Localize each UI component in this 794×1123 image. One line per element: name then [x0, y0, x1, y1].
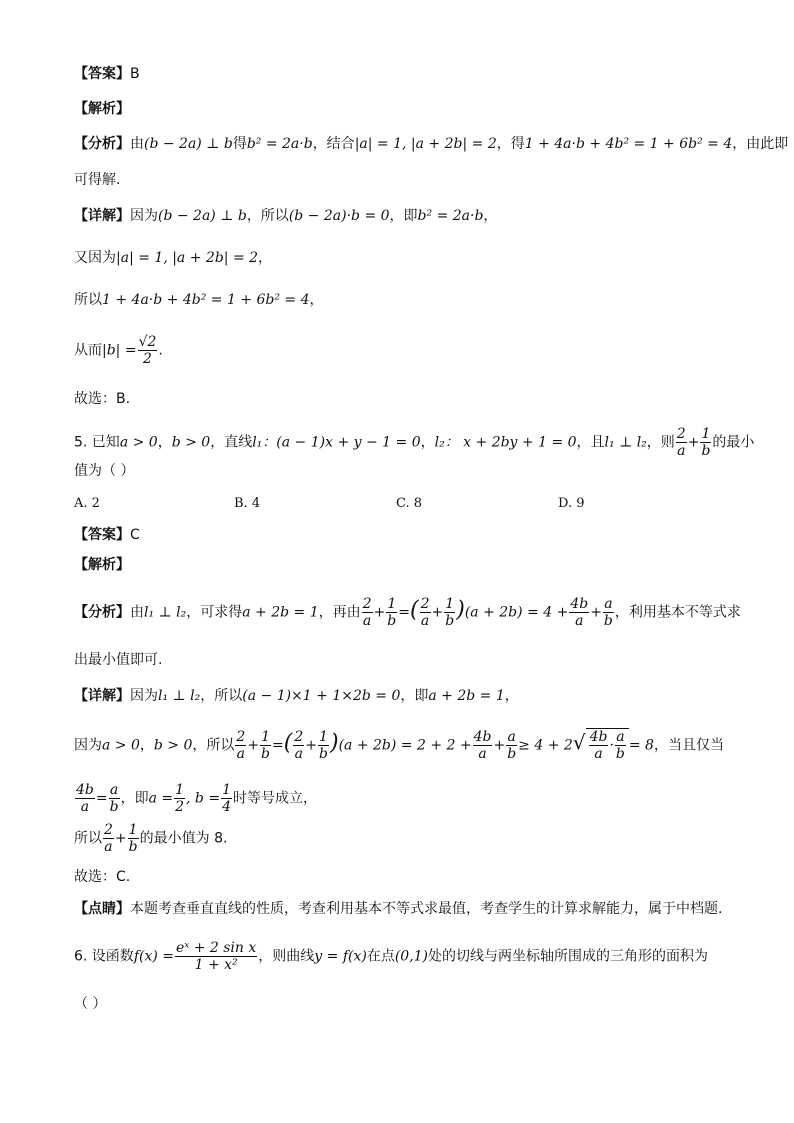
- denominator: a: [236, 746, 246, 763]
- math: |b| =: [102, 342, 137, 359]
- numerator: 4b: [473, 729, 492, 745]
- numerator: a: [109, 782, 119, 798]
- text: 在点: [366, 948, 395, 965]
- numerator: 1: [701, 426, 711, 442]
- q6-stem-line-2: （ ）: [74, 996, 107, 1012]
- numerator: 4b: [570, 596, 589, 612]
- math: a =: [148, 790, 174, 807]
- answer-line-q5: [74, 527, 140, 544]
- denominator: b: [507, 746, 517, 763]
- text: ，利用基本不等式求: [614, 604, 741, 621]
- math: , b =: [186, 790, 221, 807]
- numerator: 4b: [589, 729, 608, 745]
- paren: (: [283, 730, 293, 756]
- text: 又因为: [74, 250, 116, 266]
- answer-value: B: [130, 66, 140, 82]
- text: 因为: [74, 737, 102, 754]
- fraction: [473, 729, 493, 762]
- math: l₁ ⊥ l₂: [604, 434, 647, 451]
- answer-value: C: [130, 527, 140, 543]
- numerator: 4b: [76, 782, 94, 798]
- plus: +: [247, 737, 260, 754]
- denominator: a: [104, 839, 113, 856]
- denominator: 4: [222, 799, 231, 816]
- xiangjie-line-q4-4: [74, 334, 163, 367]
- math: (b − 2a) ⊥ b: [144, 136, 233, 152]
- math: 1 + 4a·b + 4b² = 1 + 6b² = 4: [524, 136, 733, 152]
- math: = 8: [628, 737, 654, 754]
- fraction: [235, 729, 246, 762]
- text: 处的切线与两坐标轴所围成的三角形的面积为: [428, 948, 709, 965]
- denominator: b: [128, 839, 138, 856]
- analysis-label-q5: 【解析】: [74, 557, 130, 573]
- math: a > 0: [119, 434, 158, 451]
- plus: +: [590, 604, 602, 621]
- denominator: 1 + x²: [175, 956, 257, 973]
- numerator: a: [604, 596, 613, 612]
- fenxi-label: 【分析】: [74, 604, 130, 621]
- fraction: [128, 822, 139, 855]
- text: 时等号成立，: [233, 790, 317, 807]
- fenxi-line-q5: [74, 596, 741, 629]
- equals: =: [398, 604, 410, 621]
- q5-stem-line-2: 值为（ ）: [74, 463, 135, 479]
- math: 1 + 4a·b + 4b² = 1 + 6b² = 4: [102, 292, 310, 308]
- denominator: a: [420, 613, 430, 630]
- math: b² = 2a·b: [417, 208, 484, 224]
- fenxi-line-q5-cont: 出最小值即可.: [74, 652, 163, 668]
- math: (a + 2b) = 2 + 2 +: [338, 737, 472, 754]
- denominator: a: [677, 443, 686, 460]
- text: ，即: [400, 688, 429, 704]
- choice-b: B. 4: [234, 496, 261, 511]
- q6-stem-line-1: [74, 940, 708, 973]
- fraction: [260, 729, 271, 762]
- fraction: [676, 426, 687, 459]
- fraction: [175, 940, 257, 973]
- denominator: b: [319, 746, 328, 763]
- xiangjie-label: 【详解】: [74, 688, 130, 704]
- fraction: [221, 782, 232, 815]
- math: l₂： x + 2by + 1 = 0: [434, 434, 577, 451]
- text: ，: [139, 737, 154, 754]
- text: ，: [504, 688, 519, 704]
- sqrt-body: [586, 728, 629, 762]
- numerator: 2: [420, 596, 430, 612]
- answer-line-q4: [74, 66, 140, 83]
- math: a > 0: [102, 737, 140, 754]
- q5-stem-line-1: [74, 426, 754, 459]
- fraction: [75, 782, 95, 815]
- math: ≥ 4 + 2: [518, 737, 573, 754]
- fraction: [362, 596, 373, 629]
- math: (a − 1)×1 + 1×2b = 0: [242, 688, 401, 704]
- text: ，再由: [318, 604, 361, 621]
- text: ，: [157, 434, 172, 451]
- fraction: [386, 596, 397, 629]
- text: ，结合: [312, 136, 355, 152]
- xiangjie-line-q4-2: [74, 250, 272, 267]
- dot: ·: [609, 737, 614, 754]
- text: ，则: [646, 434, 675, 451]
- xiangjie-line-q5-4: [74, 822, 227, 855]
- dianjing-line: [74, 901, 722, 918]
- text: 所以: [74, 830, 102, 847]
- fraction: [603, 596, 614, 629]
- text: 得: [232, 136, 247, 152]
- text: ，即: [389, 208, 418, 224]
- numerator: 1: [319, 729, 328, 745]
- xiangjie-label: 【详解】: [74, 208, 130, 224]
- numerator: 2: [676, 426, 686, 442]
- text: 6. 设函数: [74, 948, 134, 965]
- numerator: eˣ + 2 sin x: [176, 940, 257, 956]
- text: 的最小值为 8.: [139, 830, 228, 847]
- denominator: b: [603, 613, 613, 630]
- equals: =: [95, 790, 108, 807]
- numerator: 1: [445, 596, 455, 612]
- text: ，所以: [200, 688, 243, 704]
- text: ，: [258, 250, 273, 266]
- denominator: a: [75, 798, 95, 815]
- numerator: 2: [362, 596, 372, 612]
- numerator: a: [507, 729, 516, 745]
- text: ，即: [120, 790, 149, 807]
- numerator: a: [616, 729, 625, 745]
- fraction: [569, 596, 589, 629]
- text: ，直线: [210, 434, 253, 451]
- numerator: 1: [175, 782, 185, 798]
- text: ，可求得: [186, 604, 243, 621]
- text: ，所以: [246, 208, 289, 224]
- dianjing-label: 【点睛】: [74, 901, 130, 917]
- math: (b − 2a)·b = 0: [288, 208, 390, 224]
- text: ，: [309, 292, 324, 308]
- denominator: 2: [175, 799, 185, 816]
- answer-label: 【答案】: [74, 527, 130, 543]
- numerator: 2: [294, 729, 304, 745]
- choice-d: D. 9: [558, 496, 585, 511]
- text: ，由此即: [732, 136, 789, 152]
- text: ，当且仅当: [653, 737, 724, 754]
- analysis-label-q4: 【解析】: [74, 101, 130, 117]
- denominator: b: [261, 746, 271, 763]
- fraction: [444, 596, 455, 629]
- math: b > 0: [171, 434, 211, 451]
- text: 所以: [74, 292, 102, 308]
- text: 因为: [130, 688, 158, 704]
- fraction: [589, 729, 609, 762]
- select-line-q5: 故选：C.: [74, 869, 131, 885]
- math: l₁ ⊥ l₂: [158, 688, 201, 704]
- fenxi-line-q4: [74, 136, 788, 153]
- plus: +: [431, 604, 444, 621]
- text: 5. 已知: [74, 434, 120, 451]
- denominator: 2: [138, 350, 158, 367]
- equals: =: [272, 737, 284, 754]
- math: l₁ ⊥ l₂: [144, 604, 187, 621]
- denominator: a: [569, 612, 589, 629]
- math: |a| = 1, |a + 2b| = 2: [354, 136, 497, 152]
- text: 由: [130, 604, 144, 621]
- paren: (: [410, 597, 419, 623]
- plus: +: [305, 737, 317, 754]
- paren: ): [456, 597, 465, 623]
- fenxi-label: 【分析】: [74, 136, 130, 152]
- fraction: [700, 426, 711, 459]
- denominator: a: [362, 613, 372, 630]
- numerator: 2: [104, 822, 113, 838]
- denominator: b: [701, 443, 711, 460]
- math: a + 2b = 1: [428, 688, 505, 704]
- xiangjie-line-q5-3: [74, 782, 317, 815]
- choice-a: A. 2: [74, 496, 100, 511]
- text: ，所以: [192, 737, 235, 754]
- math: y = f(x): [314, 948, 367, 965]
- text: 由: [130, 136, 144, 152]
- numerator: 1: [128, 822, 138, 838]
- answer-label: 【答案】: [74, 66, 130, 82]
- fraction: [506, 729, 517, 762]
- denominator: a: [473, 745, 493, 762]
- math: (a + 2b) = 4 +: [464, 604, 569, 621]
- math: a + 2b = 1: [242, 604, 319, 621]
- plus: +: [373, 604, 386, 621]
- text: 的最小: [712, 434, 755, 451]
- text: 从而: [74, 342, 102, 359]
- xiangjie-line-q5-1: [74, 688, 519, 705]
- fraction: [103, 822, 114, 855]
- plus: +: [114, 830, 127, 847]
- text: ，得: [496, 136, 525, 152]
- math: b > 0: [153, 737, 193, 754]
- denominator: a: [589, 745, 609, 762]
- text: ，且: [576, 434, 605, 451]
- math: b² = 2a·b: [246, 136, 313, 152]
- denominator: b: [109, 799, 119, 816]
- denominator: b: [445, 613, 455, 630]
- fraction: [174, 782, 185, 815]
- math: l₁：(a − 1)x + y − 1 = 0: [252, 434, 421, 451]
- denominator: a: [294, 746, 303, 763]
- fraction: [615, 729, 626, 762]
- numerator: 1: [222, 782, 231, 798]
- fraction: [420, 596, 431, 629]
- denominator: b: [387, 613, 397, 630]
- text: 因为: [130, 208, 158, 224]
- fenxi-line-q4-cont: 可得解.: [74, 172, 121, 188]
- choice-c: C. 8: [396, 496, 423, 511]
- plus: +: [493, 737, 506, 754]
- numerator: √2: [138, 334, 157, 350]
- fraction: [138, 334, 158, 367]
- text: .: [158, 342, 163, 359]
- math: f(x) =: [133, 948, 174, 965]
- xiangjie-line-q5-2: [74, 728, 724, 762]
- sqrt-sign: √: [572, 730, 586, 755]
- math: |a| = 1, |a + 2b| = 2: [116, 250, 259, 266]
- text: ，: [420, 434, 435, 451]
- xiangjie-line-q4-1: [74, 208, 497, 225]
- numerator: 1: [261, 729, 270, 745]
- text: ，则曲线: [258, 948, 315, 965]
- xiangjie-line-q4-3: [74, 292, 324, 309]
- text: 本题考查垂直直线的性质，考查利用基本不等式求最值，考查学生的计算求解能力，属于中档题.: [130, 901, 723, 917]
- numerator: 1: [387, 596, 397, 612]
- denominator: b: [615, 746, 625, 763]
- text: ，: [483, 208, 498, 224]
- fraction: [318, 729, 329, 762]
- fraction: [293, 729, 304, 762]
- numerator: 2: [236, 729, 246, 745]
- fraction: [109, 782, 120, 815]
- plus: +: [687, 434, 700, 451]
- math: (0,1): [394, 948, 429, 965]
- math: (b − 2a) ⊥ b: [158, 208, 247, 224]
- select-line-q4: 故选：B.: [74, 391, 131, 407]
- paren: ): [329, 730, 339, 756]
